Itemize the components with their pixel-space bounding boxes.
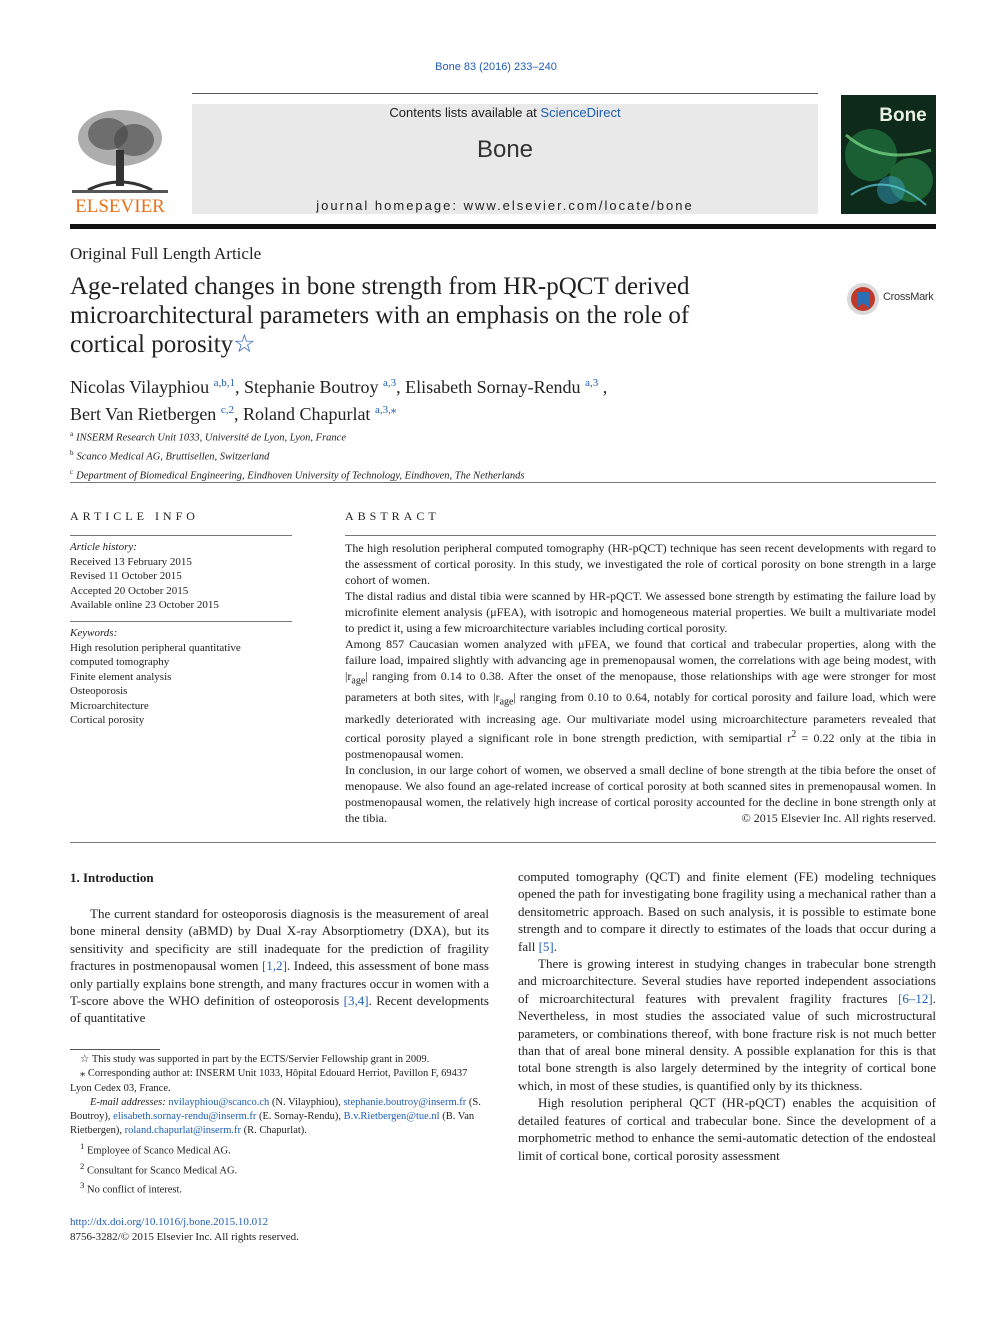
divider <box>70 842 936 843</box>
journal-name: Bone <box>476 136 534 163</box>
affiliation: $^b$ Scanco Medical AG, Bruttisellen, Switzerland <box>70 449 270 463</box>
history-item: Revised 11 October 2015 <box>70 570 182 582</box>
footnote-note: $^3$ No conflict of interest. <box>80 1180 183 1196</box>
author[interactable]: Nicolas Vilayphiou $^{a,b,1}$ <box>70 377 235 397</box>
title-footnote-mark[interactable]: ☆ <box>233 331 256 358</box>
abstract-copyright: © 2015 Elsevier Inc. All rights reserved. <box>741 811 936 825</box>
abstract-heading: ABSTRACT <box>345 509 440 523</box>
elsevier-tree-logo <box>68 104 172 216</box>
author[interactable]: Elisabeth Sornay-Rendu $^{a,3}$ <box>405 377 599 397</box>
contents-line: Contents lists available at ScienceDirect <box>389 105 621 120</box>
email-link[interactable]: B.v.Rietbergen@tue.nl <box>343 1111 440 1123</box>
body-paragraph: The current standard for osteoporosis diagnosis is the measurement of areal bone mineral density (aBMD) by Dual X-ray Absorptiometry (DXA), but its sensitivity and specificity are still inadequate for the prediction of fragility fractures in postmenopausal women [1,2]. Indeed, this assessment of bone mass only partially explains bone strength, and many fractures occur in women with a T-score above the WHO definition of osteoporosis [3,4]. Recent developments of quantitative <box>70 906 489 1026</box>
footnote-corresponding: ⁎ Corresponding author at: INSERM Unit 1033, Hôpital Edouard Herriot, Pavillon F, 69437 Lyon Cedex 03, France. <box>70 1068 468 1094</box>
keyword: Osteoporosis <box>70 685 128 697</box>
journal-citation[interactable]: Bone 83 (2016) 233–240 <box>435 61 557 73</box>
email-link[interactable]: roland.chapurlat@inserm.fr <box>124 1125 242 1137</box>
cover-title: Bone <box>879 105 927 126</box>
body-paragraph: computed tomography (QCT) and finite element (FE) modeling techniques opened the path for investigating bone fragility using a mechanical rather than a densitometric approach. Based on such analysis, it is possible to estimate bone strength and to compare it directly to estimates of the loads that occur during a fall [5]. <box>518 869 936 954</box>
section-heading-introduction: 1. Introduction <box>70 870 154 885</box>
article-history: Article history: Received 13 February 2015 Revised 11 October 2015 Accepted 20 October 2015 Available online 23 October 2015 <box>70 541 219 611</box>
keyword: Finite element analysis <box>70 670 172 683</box>
footnote-note: $^2$ Consultant for Scanco Medical AG. <box>80 1160 238 1177</box>
history-item: Received 13 February 2015 <box>70 555 192 568</box>
abstract-paragraph: Among 857 Caucasian women analyzed with μFEA, we found that cortical and trabecular properties, along with the failure load, impaired slightly with advancing age in premenopausal women, the correlations with age being modest, with $|r_{age}|$ ranging from 0.14 to 0.38. After the onset of the menopause, those relationships with age were stronger for most parameters at both sites, with $|r_{age}|$ ranging from 0.10 to 0.64, notably for cortical porosity and failure load, which were markedly deteriorated with increasing age. Our multivariate model using microarchitecture parameters revealed that cortical porosity played a significant role in bone strength prediction, with semipartial $r^2 = 0.22$ only at the tibia in postmenopausal women. <box>345 637 936 761</box>
article-info-heading: ARTICLE INFO <box>70 509 199 523</box>
abstract-paragraph: The distal radius and distal tibia were scanned by HR-pQCT. We assessed bone strength by estimating the failure load by microfinite element analysis (μFEA), with isotropic and homogeneous material properties. We built a multivariate model to predict it, using a few microarchitecture variables including cortical porosity. <box>345 589 936 635</box>
body-column-right <box>518 868 936 1164</box>
body-paragraph: There is growing interest in studying changes in trabecular bone strength and microarchitecture. Several studies have reported independent associations of microarchitectural features with prevalent fragility fractures [6–12]. Nevertheless, in most studies the associated value of such microstructural parameters, or combinations thereof, with bone fracture risk is not much better than that of areal bone mineral density. A possible explanation for this is that total bone strength is also largely determined by the integrity of cortical bone which, in most of these studies, is quantified only by its thickness. <box>518 956 936 1093</box>
footnote-note: $^1$ Employee of Scanco Medical AG. <box>80 1140 231 1157</box>
abstract-paragraph: The high resolution peripheral computed tomography (HR-pQCT) technique has seen recent developments with regard to the assessment of cortical porosity. In this study, we investigated the role of cortical porosity on bone strength in a large cohort of women. <box>345 541 936 587</box>
abstract-paragraph: In conclusion, in our large cohort of women, we observed a small decline of bone strength at the tibia before the onset of menopause. We also found an age-related increase of cortical porosity at both scanned sites in premenopausal women. In postmenopausal women, the relatively high increase of cortical porosity accounted for the decline in bone strength only at the tibia. <box>345 762 936 825</box>
abstract-text <box>345 540 936 826</box>
divider <box>70 621 292 622</box>
email-link[interactable]: stephanie.boutroy@inserm.fr <box>343 1096 467 1108</box>
author-list: Nicolas Vilayphiou $^{a,b,1}$, Stephanie Boutroy $^{a,3}$, Elisabeth Sornay-Rendu $^{a,3}$ , Bert Van Rietbergen $^{c,2}$, Roland Chapurlat $^{a,3,⁎}$ <box>70 377 608 424</box>
affiliations <box>70 427 525 484</box>
author[interactable]: Stephanie Boutroy $^{a,3}$ <box>243 377 397 397</box>
reference-link[interactable]: [5] <box>538 938 554 954</box>
affiliation: $^a$ INSERM Research Unit 1033, Université de Lyon, Lyon, France <box>70 430 346 444</box>
reference-link[interactable]: [6–12] <box>898 990 933 1006</box>
crossmark-badge[interactable] <box>846 282 936 316</box>
author[interactable]: Bert Van Rietbergen $^{c,2}$ <box>70 404 234 424</box>
footnote-rule <box>70 1049 160 1050</box>
keyword: Cortical porosity <box>70 714 145 726</box>
body-column-left <box>70 905 489 1027</box>
footnotes <box>70 1053 489 1198</box>
author[interactable]: Roland Chapurlat $^{a,3,⁎}$ <box>242 404 397 424</box>
crossmark-label: CrossMark <box>883 291 934 303</box>
email-link[interactable]: nvilayphiou@scanco.ch <box>168 1096 270 1108</box>
affiliation: $^c$ Department of Biomedical Engineering, Eindhoven University of Technology, Eindhoven, The Netherlands <box>70 468 525 482</box>
journal-homepage[interactable]: journal homepage: www.elsevier.com/locate/bone <box>316 198 694 213</box>
keyword: computed tomography <box>70 656 170 668</box>
header-rule <box>192 93 818 94</box>
footnote-emails: E-mail addresses: nvilayphiou@scanco.ch (N. Vilayphiou), stephanie.boutroy@inserm.fr (S. Boutroy), elisabeth.sornay-rendu@inserm.fr (E. Sornay-Rendu), B.v.Rietbergen@tue.nl (B. Van Rietbergen), roland.chapurlat@inserm.fr (R. Chapurlat). <box>70 1096 481 1137</box>
article-title: Age-related changes in bone strength from HR-pQCT derived microarchitectural parameters with an emphasis on the role of cortical porosity☆ <box>70 273 690 358</box>
keyword: Microarchitecture <box>70 699 149 712</box>
reference-link[interactable]: [3,4] <box>343 993 369 1009</box>
crossmark-icon <box>846 282 880 316</box>
history-item: Accepted 20 October 2015 <box>70 584 189 597</box>
header-thick-rule <box>70 224 936 229</box>
footnote-funding: ☆ This study was supported in part by the ECTS/Servier Fellowship grant in 2009. <box>80 1054 430 1065</box>
body-paragraph: High resolution peripheral QCT (HR-pQCT) enables the acquisition of detailed features of cortical and trabecular bone. Since the development of a morphometric method to enhance the semi-automatic detection of the endosteal limit of cortical bone, cortical porosity assessment <box>518 1095 936 1163</box>
keyword: High resolution peripheral quantitative <box>70 641 241 654</box>
divider <box>345 535 936 536</box>
divider <box>70 482 936 483</box>
article-type: Original Full Length Article <box>70 244 262 263</box>
history-item: Available online 23 October 2015 <box>70 599 219 611</box>
email-link[interactable]: elisabeth.sornay-rendu@inserm.fr <box>113 1111 257 1123</box>
issn-line: 8756-3282/© 2015 Elsevier Inc. All rights reserved. <box>70 1230 299 1243</box>
sciencedirect-link[interactable]: ScienceDirect <box>540 105 621 120</box>
elsevier-wordmark: ELSEVIER <box>75 196 165 216</box>
doi-block <box>70 1215 299 1244</box>
reference-link[interactable]: [1,2] <box>261 958 287 974</box>
divider <box>70 535 292 536</box>
journal-cover-image[interactable] <box>841 95 936 214</box>
keywords: Keywords: High resolution peripheral quantitative computed tomography Finite element analysis Osteoporosis Microarchitecture Cortical porosity <box>70 627 241 726</box>
doi-link[interactable]: http://dx.doi.org/10.1016/j.bone.2015.10.012 <box>70 1216 269 1228</box>
